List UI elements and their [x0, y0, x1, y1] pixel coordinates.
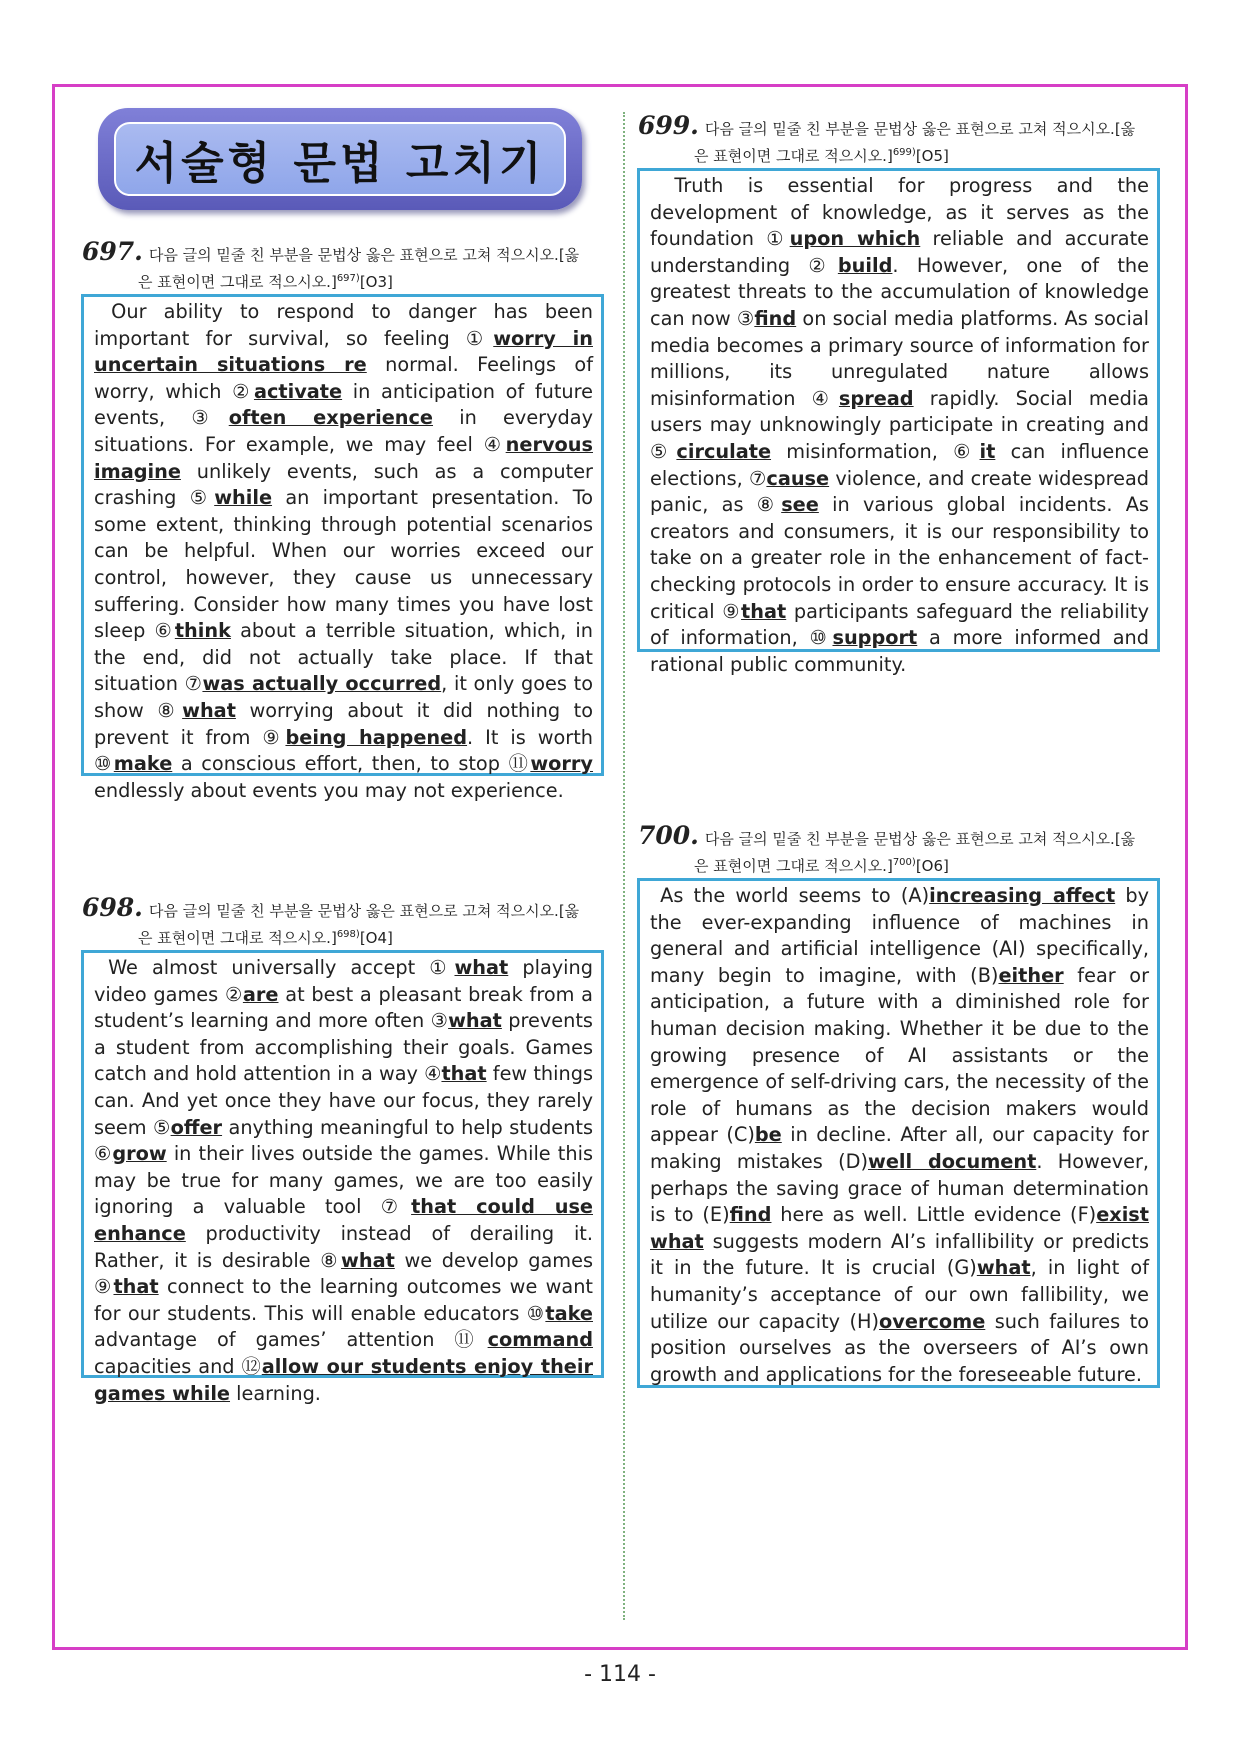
underlined-expression: what	[976, 1256, 1031, 1280]
underlined-expression: make	[113, 752, 173, 776]
underlined-expression: it	[979, 439, 996, 463]
question-code: [O4]	[359, 929, 393, 947]
footnote-ref: 697)	[336, 273, 360, 284]
passage-text: Truth is essential for progress and the development of knowledge, as it serves as the foundation ①	[650, 174, 1149, 251]
instruction-cont: 은 표현이면 그대로 적으시오.]	[138, 929, 337, 947]
passage-text: misinformation, ⑥	[771, 439, 980, 463]
question-698-header	[82, 893, 622, 950]
passage-text: at best a pleasant break from a student’s learning and more often ③	[94, 982, 593, 1033]
passage-text: suggests modern AI’s infallibility or predicts it in the future. It is crucial (G)	[650, 1229, 1149, 1280]
underlined-expression: find	[754, 306, 797, 330]
underlined-expression: be	[754, 1123, 782, 1147]
question-700-header	[638, 821, 1178, 878]
underlined-expression: allow our students enjoy their games while	[94, 1354, 593, 1405]
instruction-cont: 은 표현이면 그대로 적으시오.]	[694, 147, 893, 165]
underlined-expression: are	[242, 982, 279, 1006]
question-code: [O6]	[915, 857, 949, 875]
page-number: - 114 -	[584, 1662, 656, 1687]
underlined-expression: grow	[112, 1142, 167, 1166]
underlined-expression: being happened	[285, 725, 468, 749]
underlined-expression: what	[341, 1248, 395, 1272]
passage-text: a more informed and rational public community.	[650, 626, 1149, 676]
instruction-cont: 은 표현이면 그대로 적으시오.]	[694, 857, 893, 875]
underlined-expression: spread	[838, 386, 914, 410]
passage-text: advantage of games’ attention ⑪	[94, 1328, 488, 1352]
passage-text: . However, one of the greatest threats to the accumulation of knowledge can now ③	[650, 253, 1149, 330]
underlined-expression: that	[741, 599, 787, 623]
question-697-header	[82, 237, 622, 294]
passage-text: participants safeguard the reliability of information, ⑩	[650, 599, 1149, 650]
underlined-expression: upon which	[789, 227, 921, 251]
underlined-expression: find	[729, 1203, 772, 1227]
question-number: 699.	[638, 111, 699, 140]
underlined-expression: overcome	[879, 1309, 986, 1333]
underlined-expression: what	[182, 698, 236, 722]
underlined-expression: activate	[253, 379, 343, 403]
underlined-expression: build	[837, 253, 893, 277]
passage-text: We almost universally accept ①	[94, 956, 455, 979]
passage-text: on social media platforms. As social media becomes a primary source of information for millions, its unregulated nature allows misinformation ④	[650, 306, 1149, 410]
passage-text: ①	[465, 326, 494, 350]
column-divider	[623, 112, 625, 1620]
passage-text: such failures to position ourselves as the overseers of AI’s own growth and applications for the foreseeable future.	[650, 1309, 1150, 1386]
underlined-expression: what	[454, 956, 509, 979]
passage-text: about a terrible situation, which, in the end, did not actually take place. If that situation ⑦	[94, 619, 593, 696]
title-banner	[98, 108, 582, 210]
passage-text: violence, and create widespread panic, as ⑧	[650, 466, 1149, 517]
question-code: [O3]	[359, 273, 393, 291]
footnote-ref: 700)	[892, 857, 916, 868]
underlined-expression: often experience	[228, 406, 434, 430]
passage-text: in decline. After all, our capacity for making mistakes (D)	[650, 1123, 1149, 1173]
page-title: 서술형 문법 고치기	[114, 122, 566, 196]
passage-text: in anticipation of future events, ③	[94, 379, 593, 430]
underlined-expression: that	[113, 1275, 159, 1299]
passage-text: worrying about it did nothing to prevent it from ⑨	[94, 698, 594, 749]
underlined-expression: think	[174, 619, 231, 643]
underlined-expression: worry in uncertain situations re	[94, 326, 593, 377]
underlined-expression: well document	[868, 1149, 1037, 1173]
passage-text: in various global incidents. As creators and consumers, it is our responsibility to take on a greater role in the enhancement of fact-checking protocols in order to ensure accuracy. It is critical ⑨	[650, 493, 1149, 623]
instruction-cont: 은 표현이면 그대로 적으시오.]	[138, 273, 337, 291]
passage-text: anything meaningful to help students ⑥	[94, 1115, 593, 1166]
passage-697	[81, 294, 604, 802]
passage-text: , in light of humanity’s acceptance of our own fallibility, we utilize our capacity (H)	[650, 1256, 1149, 1333]
passage-text: playing video games ②	[94, 956, 593, 1006]
passage-text: an important presentation. To some extent, thinking through potential scenarios can be helpful. When our worries exceed our control, however, they cause us unnecessary suffering. Consider how many times you have lost sleep ⑥	[94, 486, 593, 643]
question-699-header	[638, 111, 1178, 168]
underlined-expression: see	[781, 493, 819, 517]
passage-text: . It is worth ⑩	[94, 725, 593, 776]
underlined-expression: while	[214, 486, 273, 510]
underlined-expression: offer	[170, 1115, 223, 1139]
underlined-expression: worry	[530, 752, 594, 776]
underlined-expression: what	[448, 1009, 502, 1033]
passage-text: few things can. And yet once they have our focus, they rarely seem ⑤	[94, 1062, 594, 1139]
passage-700	[637, 878, 1160, 1388]
passage-text: As the world seems to (A)	[650, 884, 930, 907]
underlined-expression: circulate	[676, 439, 772, 463]
underlined-expression: command	[487, 1328, 593, 1352]
instruction: 다음 글의 밑줄 친 부분을 문법상 옳은 표현으로 고쳐 적으시오.[옳	[148, 246, 580, 264]
underlined-expression: cause	[766, 466, 830, 490]
passage-text: unlikely events, such as a computer crashing ⑤	[94, 459, 593, 510]
passage-text: . However, perhaps the saving grace of human determination is to (E)	[650, 1149, 1150, 1227]
underlined-expression: nervous imagine	[94, 432, 593, 483]
passage-698	[81, 950, 604, 1405]
passage-text: capacities and ⑫	[94, 1354, 262, 1378]
passage-text: prevents a student from accomplishing their goals. Games catch and hold attention in a way ④	[94, 1009, 593, 1086]
passage-text: endlessly about events you may not experience.	[94, 778, 564, 802]
underlined-expression: take	[545, 1301, 593, 1325]
question-code: [O5]	[915, 147, 949, 165]
passage-699	[637, 168, 1160, 676]
instruction: 다음 글의 밑줄 친 부분을 문법상 옳은 표현으로 고쳐 적으시오.[옳	[704, 830, 1136, 848]
passage-text: we develop games ⑨	[94, 1248, 593, 1299]
passage-text: learning.	[230, 1381, 321, 1405]
underlined-expression: support	[832, 626, 918, 650]
passage-text: rapidly. Social media users may unknowingly participate in creating and ⑤	[650, 386, 1149, 463]
passage-text: in their lives outside the games. While this may be true for many games, we are too easily ignoring a valuable tool ⑦	[94, 1142, 593, 1219]
underlined-expression: exist what	[650, 1203, 1150, 1253]
underlined-expression: was actually occurred	[202, 672, 442, 696]
passage-text: here as well. Little evidence (F)	[771, 1203, 1097, 1227]
instruction: 다음 글의 밑줄 친 부분을 문법상 옳은 표현으로 고쳐 적으시오.[옳	[148, 902, 580, 920]
footnote-ref: 698)	[336, 929, 360, 940]
passage-text: reliable and accurate understanding ②	[650, 227, 1149, 277]
passage-text: fear or anticipation, a future with a diminished role for human decision making. Whether it be due to the growing presence of AI assistants or the emergence of self-driving cars, the necessity of the role of humans as the decision makers would appear (C)	[650, 963, 1150, 1147]
underlined-expression: increasing affect	[929, 884, 1116, 907]
passage-text: can influence elections, ⑦	[650, 439, 1149, 490]
passage-text: a conscious effort, then, to stop ⑪	[172, 752, 531, 776]
passage-text: productivity instead of derailing it. Rather, it is desirable ⑧	[94, 1221, 593, 1272]
instruction: 다음 글의 밑줄 친 부분을 문법상 옳은 표현으로 고쳐 적으시오.[옳	[704, 120, 1136, 138]
passage-text: in everyday situations. For example, we may feel ④	[94, 406, 593, 456]
passage-text: Our ability to respond to danger has been important for survival, so feeling	[94, 300, 593, 350]
passage-text: connect to the learning outcomes we want for our students. This will enable educators ⑩	[94, 1275, 593, 1325]
passage-text: by the ever-expanding influence of machines in general and artificial intelligence (AI) specifically, many begin to imagine, with (B)	[650, 884, 1149, 987]
question-number: 697.	[82, 237, 143, 266]
underlined-expression: that	[441, 1062, 487, 1086]
question-number: 698.	[82, 893, 143, 922]
underlined-expression: that could use enhance	[94, 1195, 593, 1245]
passage-text: normal. Feelings of worry, which ②	[94, 353, 594, 403]
footnote-ref: 699)	[892, 147, 916, 158]
underlined-expression: either	[998, 963, 1064, 987]
question-number: 700.	[638, 821, 699, 850]
passage-text: , it only goes to show ⑧	[94, 672, 593, 722]
